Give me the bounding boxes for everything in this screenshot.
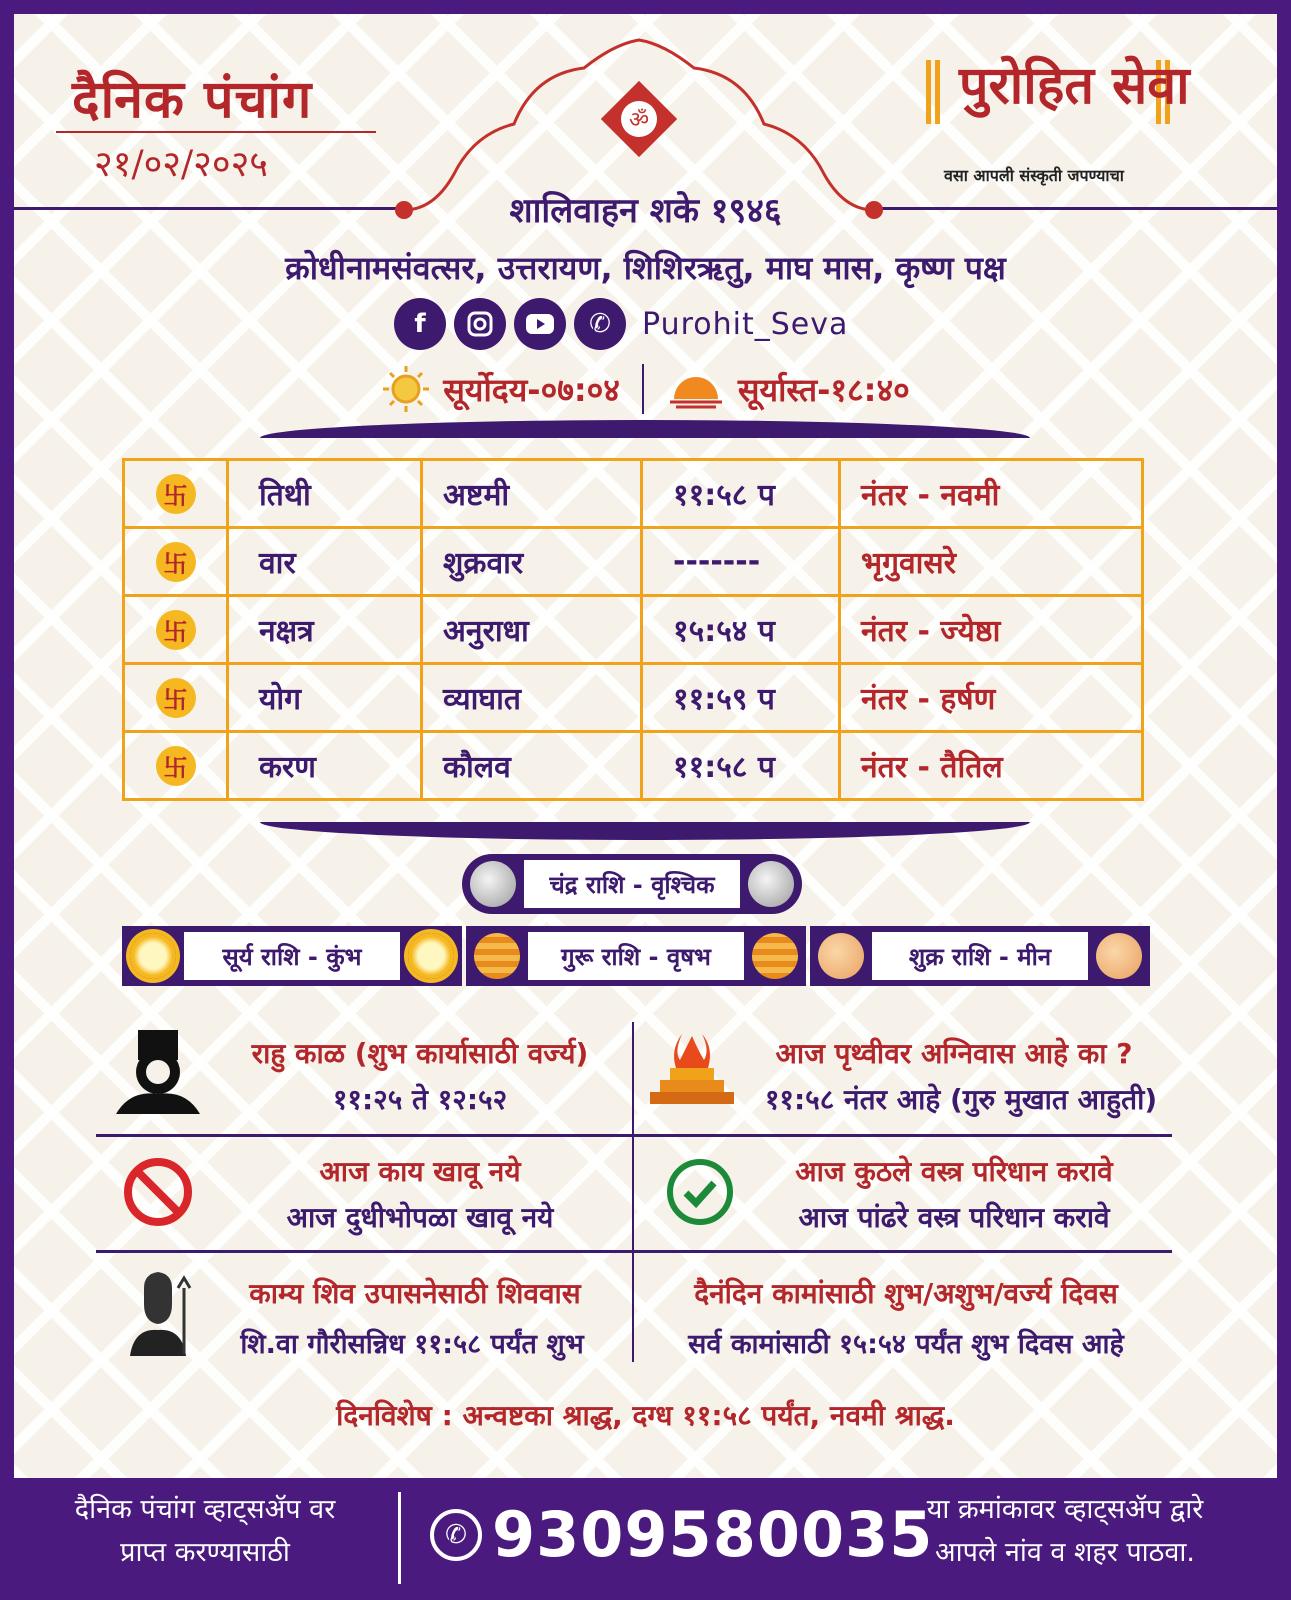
top-separator-bar xyxy=(260,420,1030,438)
sun-divider xyxy=(642,364,644,414)
table-row xyxy=(124,732,1143,800)
footer-left-text xyxy=(40,1488,370,1574)
surya-rashi-label: सूर्य राशि - कुंभ xyxy=(184,932,400,980)
whatsapp-icon[interactable]: ✆ xyxy=(574,298,626,350)
venus-icon xyxy=(1096,933,1142,979)
shukra-rashi xyxy=(810,926,1150,986)
samvatsar-line: क्रोधीनामसंवत्सर, उत्तरायण, शिशिरऋतु, माघ मास, कृष्ण पक्ष xyxy=(285,249,1006,287)
footer-right-line1: या क्रमांकावर व्हाट्सॲप द्वारे xyxy=(926,1494,1204,1525)
shiv-value: शि.वा गौरीसन्निध ११:५८ पर्यंत शुभ xyxy=(240,1329,584,1360)
chandra-rashi xyxy=(462,854,802,914)
footer-phone[interactable] xyxy=(430,1498,933,1571)
row-value: अनुराधा xyxy=(422,596,642,664)
footer-right-text xyxy=(880,1488,1250,1574)
social-handle[interactable]: Purohit_Seva xyxy=(642,306,849,342)
row-time: ११:५९ प xyxy=(642,664,840,732)
grid-divider-1 xyxy=(96,1134,1172,1137)
sun-timings xyxy=(14,364,1277,414)
sunset-icon xyxy=(666,369,726,409)
title-underline xyxy=(56,131,376,133)
table-row xyxy=(124,460,1143,528)
moon-icon xyxy=(470,861,516,907)
instagram-icon[interactable] xyxy=(454,298,506,350)
venus-icon xyxy=(818,933,864,979)
row-time: ११:५८ प xyxy=(642,732,840,800)
row-time: ------- xyxy=(642,528,840,596)
svg-text:ॐ: ॐ xyxy=(628,108,650,133)
shukra-rashi-label: शुक्र राशि - मीन xyxy=(872,932,1088,980)
social-links xyxy=(394,298,848,350)
phone-number[interactable]: 9309580035 xyxy=(492,1498,934,1571)
facebook-icon[interactable]: f xyxy=(394,298,446,350)
row-next: नंतर - हर्षण xyxy=(840,664,1143,732)
table-row xyxy=(124,528,1143,596)
row-next: नंतर - ज्येष्ठा xyxy=(840,596,1143,664)
sun-icon xyxy=(408,933,454,979)
row-next: नंतर - तैतिल xyxy=(840,732,1143,800)
guru-rashi-label: गुरू राशि - वृषभ xyxy=(528,932,744,980)
row-next: भृगुवासरे xyxy=(840,528,1143,596)
logo-bars-left xyxy=(926,60,944,128)
page-title: दैनिक पंचांग xyxy=(72,70,313,130)
footer-left-line1: दैनिक पंचांग व्हाट्सॲप वर xyxy=(74,1494,336,1525)
footer-left-line2: प्राप्त करण्यासाठी xyxy=(120,1537,290,1569)
whatsapp-icon: ✆ xyxy=(430,1509,482,1561)
row-value: कौलव xyxy=(422,732,642,800)
row-time: ११:५८ प xyxy=(642,460,840,528)
chandra-rashi-label: चंद्र राशि - वृश्चिक xyxy=(524,860,740,908)
checkmark-icon xyxy=(664,1156,736,1228)
table-row xyxy=(124,664,1143,732)
cloth-value: आज पांढरे वस्त्र परिधान करावे xyxy=(798,1201,1110,1234)
swastik-icon: 卐 xyxy=(156,746,196,786)
shiv-title: काम्य शिव उपासनेसाठी शिववास xyxy=(249,1277,581,1310)
footer-divider xyxy=(398,1492,401,1584)
sunrise-time: सूर्योदय-०७:०४ xyxy=(443,370,620,409)
cloth-title: आज कुठले वस्त्र परिधान करावे xyxy=(795,1155,1113,1188)
panchang-card xyxy=(14,14,1277,1478)
swastik-icon: 卐 xyxy=(156,610,196,650)
row-label: योग xyxy=(228,664,422,732)
shiva-icon xyxy=(122,1268,194,1358)
shaka-year: शालिवाहन शके १९४६ xyxy=(509,191,782,231)
row-next: नंतर - नवमी xyxy=(840,460,1143,528)
food-title: आज काय खावू नये xyxy=(319,1155,521,1188)
rahu-title: राहु काळ (शुभ कार्यासाठी वर्ज्य) xyxy=(251,1037,589,1070)
food-value: आज दुधीभोपळा खावू नये xyxy=(286,1201,554,1234)
dinvishesh: दिनविशेष : अन्वष्टका श्राद्ध, दग्ध ११:५८ पर्यंत, नवमी श्राद्ध. xyxy=(336,1399,955,1432)
table-row xyxy=(124,596,1143,664)
grid-divider-2 xyxy=(96,1250,1172,1253)
surya-rashi xyxy=(122,926,462,986)
day-title: दैनंदिन कामांसाठी शुभ/अशुभ/वर्ज्य दिवस xyxy=(694,1277,1118,1310)
grid-vertical-divider xyxy=(632,1022,634,1362)
row-label: करण xyxy=(228,732,422,800)
day-value: सर्व कामांसाठी १५:५४ पर्यंत शुभ दिवस आहे xyxy=(688,1329,1124,1360)
guru-rashi xyxy=(466,926,806,986)
row-label: नक्षत्र xyxy=(228,596,422,664)
rahu-value: ११:२५ ते १२:५२ xyxy=(332,1083,508,1116)
jupiter-icon xyxy=(752,933,798,979)
sun-icon xyxy=(130,933,176,979)
row-value: शुक्रवार xyxy=(422,528,642,596)
sunset-time: सूर्यास्त-१८:४० xyxy=(737,370,910,409)
agni-title: आज पृथ्वीवर अग्निवास आहे का ? xyxy=(775,1037,1133,1070)
moon-icon xyxy=(748,861,794,907)
panchang-table xyxy=(122,458,1144,801)
prohibited-icon xyxy=(122,1156,194,1228)
agni-value: ११:५८ नंतर आहे (गुरु मुखात आहुती) xyxy=(764,1083,1158,1116)
swastik-icon: 卐 xyxy=(156,542,196,582)
row-time: १५:५४ प xyxy=(642,596,840,664)
jupiter-icon xyxy=(474,933,520,979)
panchang-date: २१/०२/२०२५ xyxy=(94,144,269,185)
row-value: व्याघात xyxy=(422,664,642,732)
brand-logo: पुरोहित सेवा xyxy=(959,55,1190,116)
row-label: तिथी xyxy=(228,460,422,528)
sunrise-icon xyxy=(381,364,431,414)
row-label: वार xyxy=(228,528,422,596)
rahu-icon xyxy=(110,1020,206,1116)
bottom-separator-bar xyxy=(260,822,1030,840)
swastik-icon: 卐 xyxy=(156,678,196,718)
youtube-icon[interactable] xyxy=(514,298,566,350)
swastik-icon: 卐 xyxy=(156,474,196,514)
footer-right-line2: आपले नांव व शहर पाठवा. xyxy=(935,1537,1195,1569)
row-value: अष्टमी xyxy=(422,460,642,528)
brand-tagline: वसा आपली संस्कृती जपण्याचा xyxy=(944,166,1124,185)
